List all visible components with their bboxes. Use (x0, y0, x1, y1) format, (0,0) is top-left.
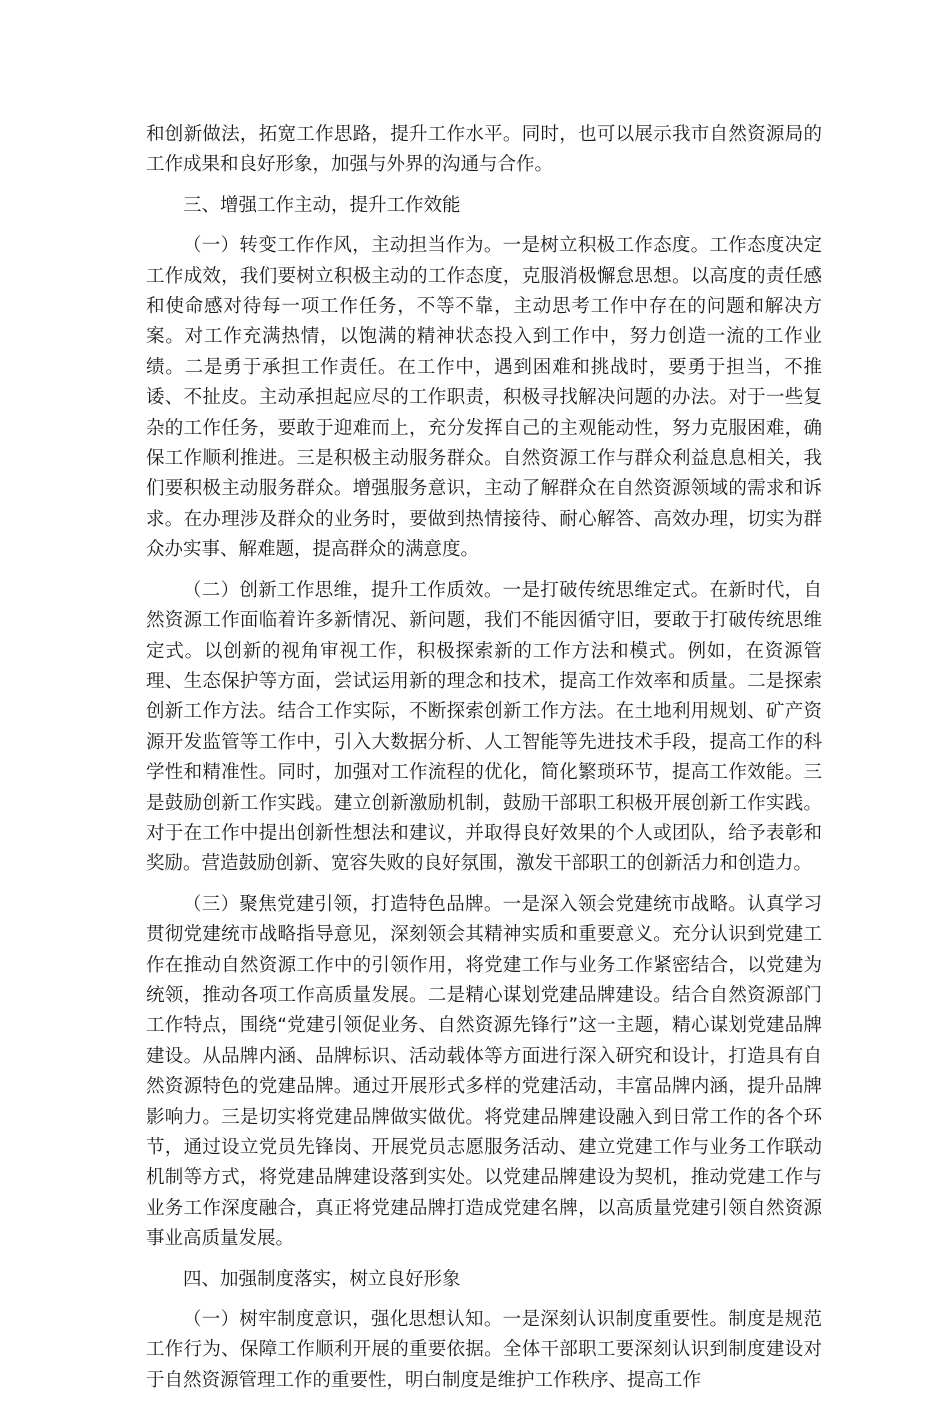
document-body (146, 120, 822, 1406)
paragraph-continuation: 和创新做法，拓宽工作思路，提升工作水平。同时，也可以展示我市自然资源局的工作成果和良好形象，加强与外界的沟通与合作。 (146, 124, 822, 176)
paragraph-3-2: （二）创新工作思维，提升工作质效。一是打破传统思维定式。在新时代，自然资源工作面临着许多新情况、新问题，我们不能因循守旧，要敢于打破传统思维定式。以创新的视角审视工作，积极探索新的工作方法和模式。例如，在资源管理、生态保护等方面，尝试运用新的理念和技术，提高工作效率和质量。二是探索创新工作方法。结合工作实际，不断探索创新工作方法。在土地利用规划、矿产资源开发监管等工作中，引入大数据分析、人工智能等先进技术手段，提高工作的科学性和精准性。同时，加强对工作流程的优化，简化繁琐环节，提高工作效能。三是鼓励创新工作实践。建立创新激励机制，鼓励干部职工积极开展创新工作实践。对于在工作中提出创新性想法和建议，并取得良好效果的个人或团队，给予表彰和奖励。营造鼓励创新、宽容失败的良好氛围，激发干部职工的创新活力和创造力。 (146, 579, 822, 875)
paragraph-4-1: （一）树牢制度意识，强化思想认知。一是深刻认识制度重要性。制度是规范工作行为、保障工作顺利开展的重要依据。全体干部职工要深刻认识到制度建设对于自然资源管理工作的重要性，明白制度是维护工作秩序、提高工作 (146, 1309, 822, 1391)
section-heading-4: 四、加强制度落实，树立良好形象 (183, 1268, 461, 1290)
paragraph-3-3: （三）聚焦党建引领，打造特色品牌。一是深入领会党建统市战略。认真学习贯彻党建统市战略指导意见，深刻领会其精神实质和重要意义。充分认识到党建工作在推动自然资源工作中的引领作用，将党建工作与业务工作紧密结合，以党建为统领，推动各项工作高质量发展。二是精心谋划党建品牌建设。结合自然资源部门工作特点，围绕“党建引领促业务、自然资源先锋行”这一主题，精心谋划党建品牌建设。从品牌内涵、品牌标识、活动载体等方面进行深入研究和设计，打造具有自然资源特色的党建品牌。通过开展形式多样的党建活动，丰富品牌内涵，提升品牌影响力。三是切实将党建品牌做实做优。将党建品牌建设融入到日常工作的各个环节，通过设立党员先锋岗、开展党员志愿服务活动、建立党建工作与业务工作联动机制等方式，将党建品牌建设落到实处。以党建品牌建设为契机，推动党建工作与业务工作深度融合，真正将党建品牌打造成党建名牌，以高质量党建引领自然资源事业高质量发展。 (146, 893, 822, 1250)
paragraph-3-1: （一）转变工作作风，主动担当作为。一是树立积极工作态度。工作态度决定工作成效，我们要树立积极主动的工作态度，克服消极懈怠思想。以高度的责任感和使命感对待每一项工作任务，不等不靠，主动思考工作中存在的问题和解决方案。对工作充满热情，以饱满的精神状态投入到工作中，努力创造一流的工作业绩。二是勇于承担工作责任。在工作中，遇到困难和挑战时，要勇于担当，不推诿、不扯皮。主动承担起应尽的工作职责，积极寻找解决问题的办法。对于一些复杂的工作任务，要敢于迎难而上，充分发挥自己的主观能动性，努力克服困难，确保工作顺利推进。三是积极主动服务群众。自然资源工作与群众利益息息相关，我们要积极主动服务群众。增强服务意识，主动了解群众在自然资源领域的需求和诉求。在办理涉及群众的业务时，要做到热情接待、耐心解答、高效办理，切实为群众办实事、解难题，提高群众的满意度。 (146, 235, 822, 561)
section-heading-3: 三、增强工作主动，提升工作效能 (183, 194, 461, 216)
